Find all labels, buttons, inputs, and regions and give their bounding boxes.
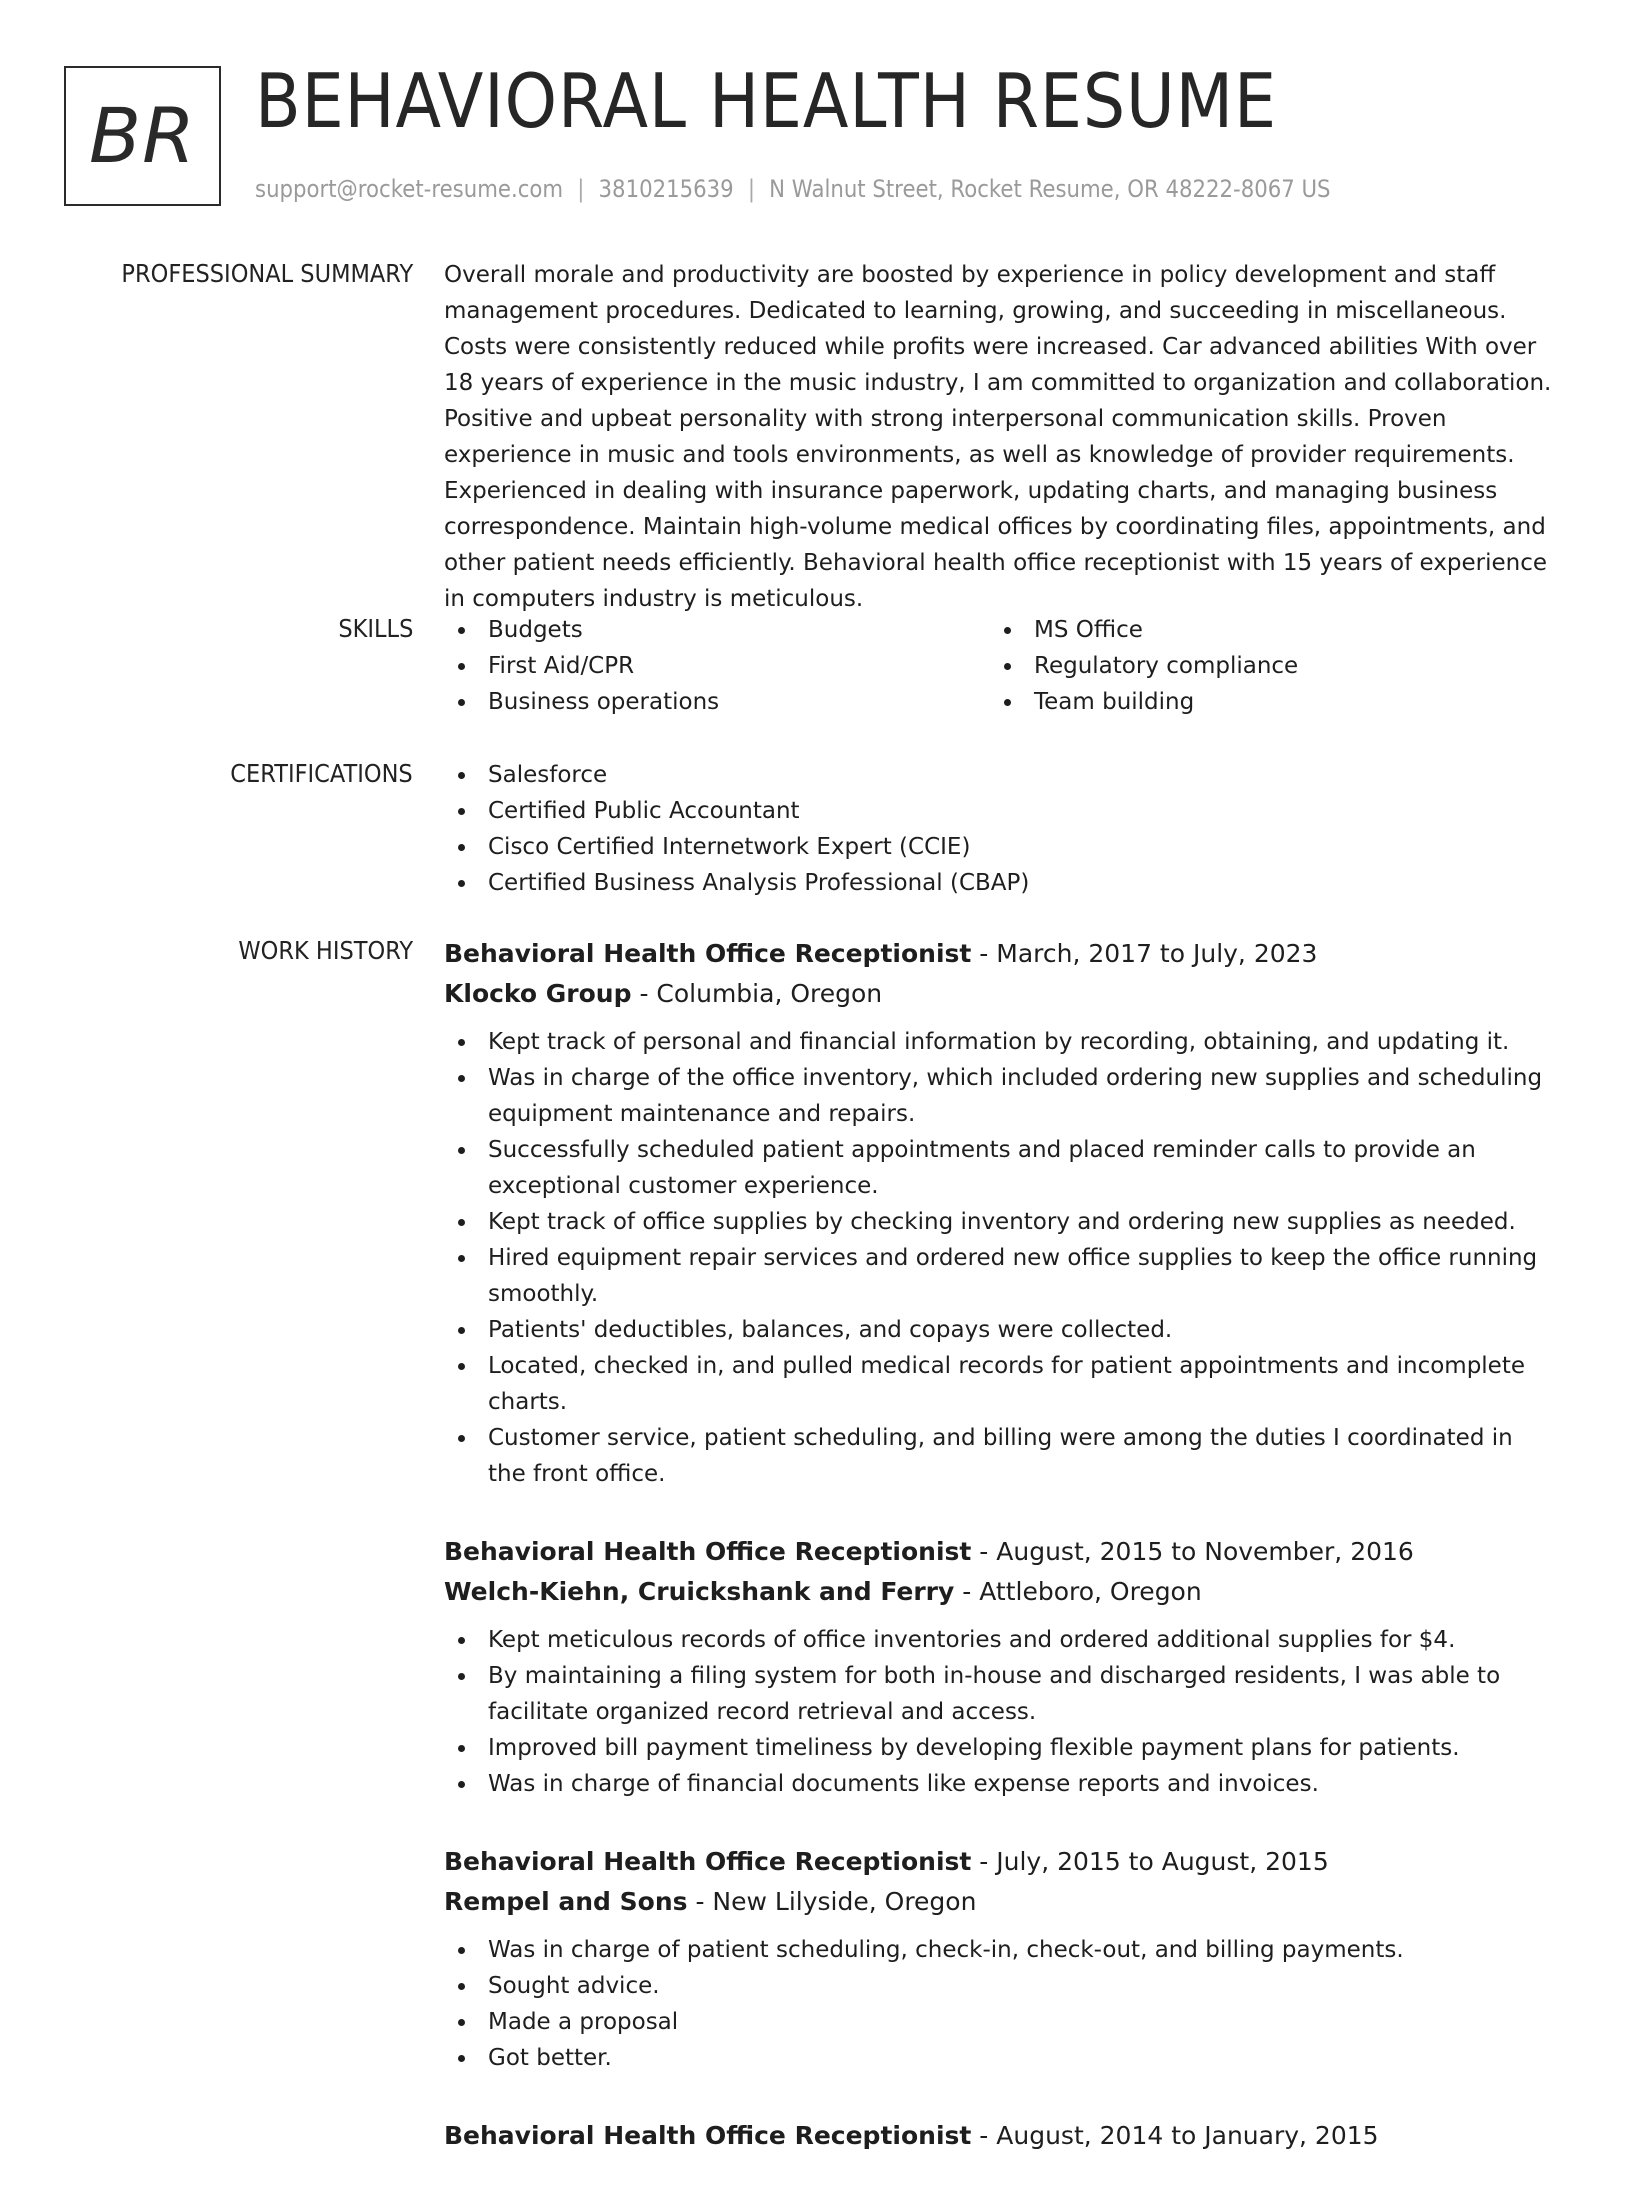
job-duty-item: Kept track of personal and financial information by recording, obtaining, and updating it. xyxy=(444,1024,1555,1060)
certification-item: Certified Public Accountant xyxy=(444,793,1555,829)
job-duties-list xyxy=(444,1932,1555,2076)
job-duty-item: By maintaining a filing system for both in-house and discharged residents, I was able to facilitate organized record retrieval and access. xyxy=(444,1658,1555,1730)
job-duty-item: Successfully scheduled patient appointments and placed reminder calls to provide an exceptional customer experience. xyxy=(444,1132,1555,1204)
certification-item: Certified Business Analysis Professional (CBAP) xyxy=(444,865,1555,901)
contact-separator: | xyxy=(747,175,756,203)
job-dates: - August, 2014 to January, 2015 xyxy=(971,2121,1379,2150)
job-duty-item: Got better. xyxy=(444,2040,1555,2076)
job-location: - Attleboro, Oregon xyxy=(954,1577,1202,1606)
job-duties-list xyxy=(444,1024,1555,1492)
job-location: - Columbia, Oregon xyxy=(631,979,883,1008)
job-duties-list xyxy=(444,1622,1555,1802)
monogram-box xyxy=(64,66,221,206)
section-label-certifications: CERTIFICATIONS xyxy=(230,759,413,788)
certification-item: Cisco Certified Internetwork Expert (CCIE) xyxy=(444,829,1555,865)
job-entry xyxy=(444,1532,1555,1802)
job-title-line xyxy=(444,1532,1555,1572)
job-company: Rempel and Sons xyxy=(444,1887,688,1916)
job-dates: - August, 2015 to November, 2016 xyxy=(971,1537,1414,1566)
skills-content xyxy=(444,612,1555,720)
skill-item: MS Office xyxy=(990,612,1536,648)
skills-list-left xyxy=(444,612,990,720)
monogram-initials: BR xyxy=(89,91,196,180)
job-dates: - July, 2015 to August, 2015 xyxy=(971,1847,1329,1876)
job-title-line xyxy=(444,2116,1555,2156)
job-duty-item: Was in charge of financial documents like expense reports and invoices. xyxy=(444,1766,1555,1802)
job-duty-item: Sought advice. xyxy=(444,1968,1555,2004)
job-company: Welch-Kiehn, Cruickshank and Ferry xyxy=(444,1577,955,1606)
job-duty-item: Kept meticulous records of office inventories and ordered additional supplies for $4. xyxy=(444,1622,1555,1658)
job-company-line xyxy=(444,1572,1555,1612)
certifications-list xyxy=(444,757,1555,901)
job-dates: - March, 2017 to July, 2023 xyxy=(971,939,1318,968)
job-duty-item: Located, checked in, and pulled medical records for patient appointments and incomplete charts. xyxy=(444,1348,1555,1420)
skill-item: Budgets xyxy=(444,612,990,648)
job-title: Behavioral Health Office Receptionist xyxy=(444,1537,972,1566)
contact-email[interactable]: support@rocket-resume.com xyxy=(255,175,564,203)
job-location: - New Lilyside, Oregon xyxy=(687,1887,977,1916)
section-label-summary: PROFESSIONAL SUMMARY xyxy=(121,259,413,288)
job-duty-item: Kept track of office supplies by checking inventory and ordering new supplies as needed. xyxy=(444,1204,1555,1240)
skills-list-right xyxy=(990,612,1536,720)
job-duty-item: Customer service, patient scheduling, and billing were among the duties I coordinated in the front office. xyxy=(444,1420,1555,1492)
job-duty-item: Hired equipment repair services and ordered new office supplies to keep the office running smoothly. xyxy=(444,1240,1555,1312)
contact-line xyxy=(255,172,1331,206)
job-duty-item: Was in charge of patient scheduling, check-in, check-out, and billing payments. xyxy=(444,1932,1555,1968)
job-duty-item: Patients' deductibles, balances, and copays were collected. xyxy=(444,1312,1555,1348)
certifications-content xyxy=(444,757,1555,901)
work-history-content xyxy=(444,934,1555,2196)
contact-address: N Walnut Street, Rocket Resume, OR 48222-8067 US xyxy=(769,175,1331,203)
contact-phone[interactable]: 3810215639 xyxy=(598,175,734,203)
job-company-line xyxy=(444,1882,1555,1922)
job-company-line xyxy=(444,974,1555,1014)
skill-item: Business operations xyxy=(444,684,990,720)
job-title-line xyxy=(444,934,1555,974)
job-title: Behavioral Health Office Receptionist xyxy=(444,1847,972,1876)
summary-content xyxy=(444,257,1555,617)
job-title: Behavioral Health Office Receptionist xyxy=(444,939,972,968)
contact-separator: | xyxy=(577,175,585,203)
section-label-skills: SKILLS xyxy=(337,614,413,643)
skill-item: Team building xyxy=(990,684,1536,720)
job-company: Klocko Group xyxy=(444,979,632,1008)
job-title: Behavioral Health Office Receptionist xyxy=(444,2121,972,2150)
job-title-line xyxy=(444,1842,1555,1882)
skill-item: First Aid/CPR xyxy=(444,648,990,684)
job-entry xyxy=(444,934,1555,1492)
job-duty-item: Was in charge of the office inventory, which included ordering new supplies and scheduling equipment maintenance and repairs. xyxy=(444,1060,1555,1132)
resume-title: BEHAVIORAL HEALTH RESUME xyxy=(255,57,1278,145)
summary-text: Overall morale and productivity are boosted by experience in policy development and staff management procedures. Dedicated to learning, growing, and succeeding in miscellaneous. Costs were consistently reduced while profits were increased. Car advanced abilities With over 18 years of experience in the music industry, I am committed to organization and collaboration. Positive and upbeat personality with strong interpersonal communication skills. Proven experience in music and tools environments, as well as knowledge of provider requirements. Experienced in dealing with insurance paperwork, updating charts, and managing business correspondence. Maintain high-volume medical offices by coordinating files, appointments, and other patient needs efficiently. Behavioral health office receptionist with 15 years of experience in computers industry is meticulous. xyxy=(444,262,1552,612)
section-label-work-history: WORK HISTORY xyxy=(238,936,413,965)
job-entry xyxy=(444,1842,1555,2076)
job-duty-item: Made a proposal xyxy=(444,2004,1555,2040)
certification-item: Salesforce xyxy=(444,757,1555,793)
job-entry xyxy=(444,2116,1555,2156)
skill-item: Regulatory compliance xyxy=(990,648,1536,684)
job-duty-item: Improved bill payment timeliness by developing flexible payment plans for patients. xyxy=(444,1730,1555,1766)
